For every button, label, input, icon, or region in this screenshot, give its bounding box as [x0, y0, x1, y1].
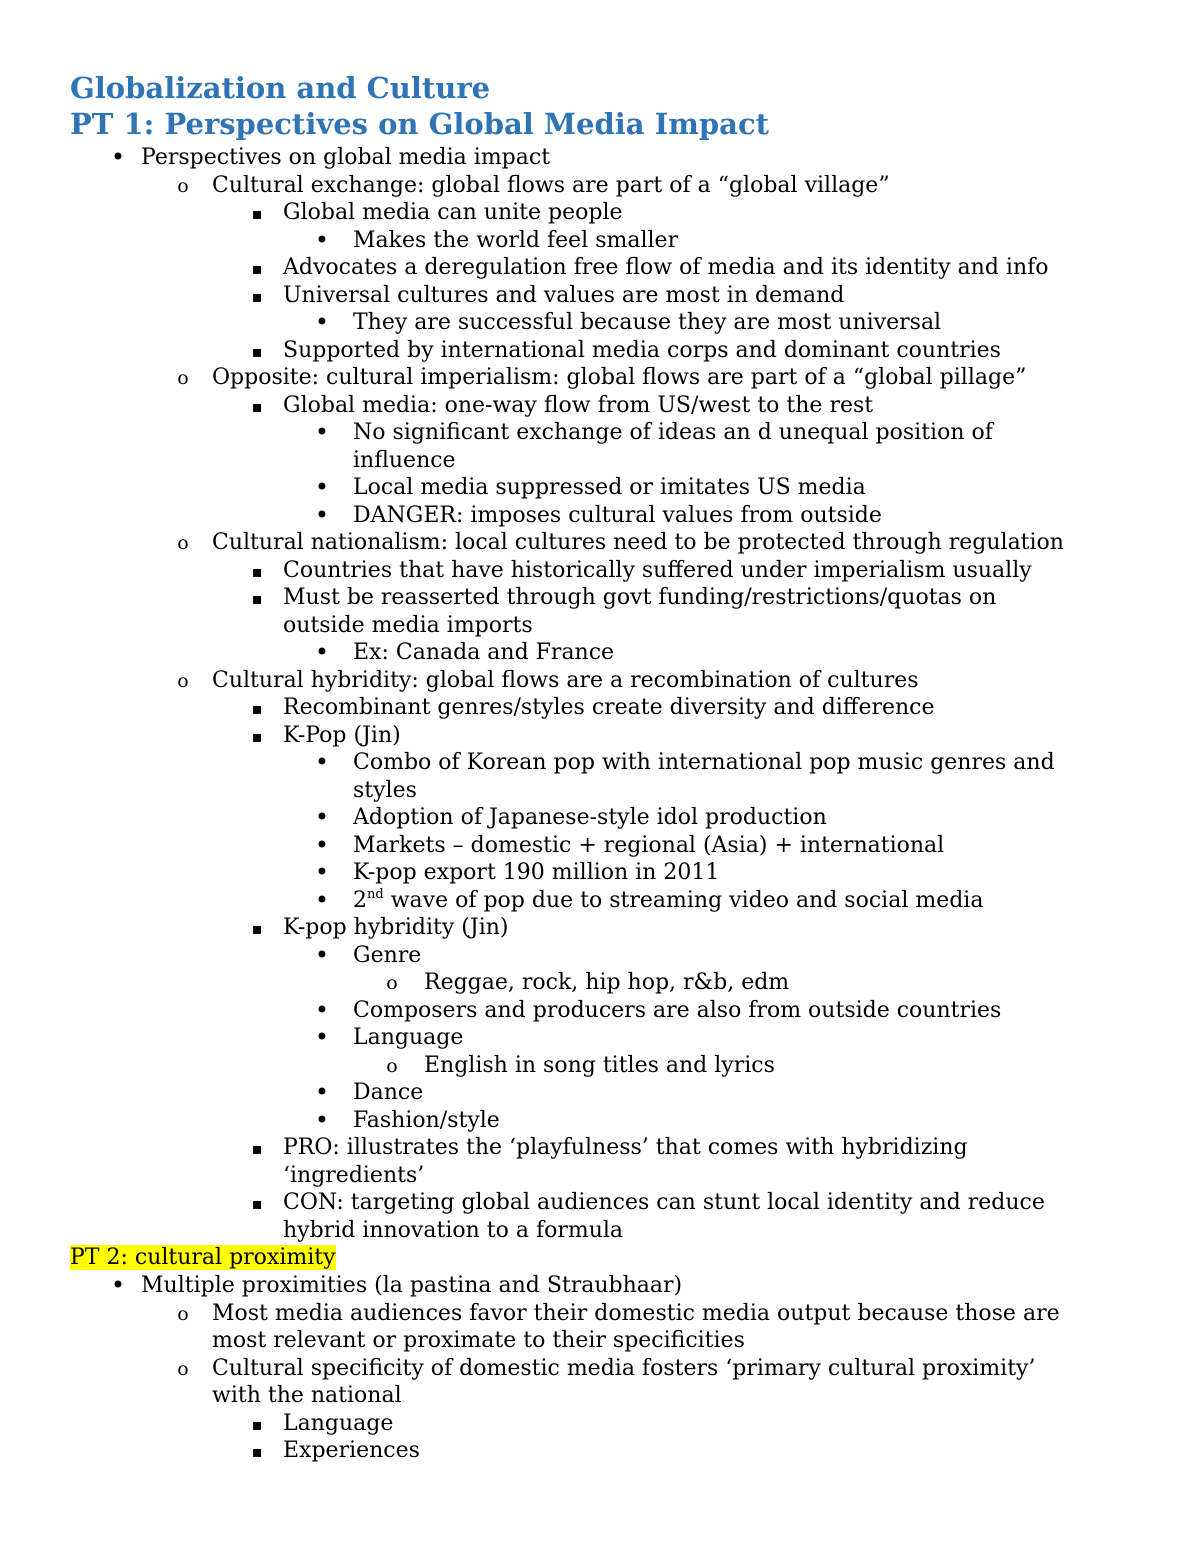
- list-item-text: Reggae, rock, hip hop, r&b, edm: [424, 970, 790, 995]
- disc-bullet-icon: [310, 309, 334, 338]
- list-item-text: outside media imports: [283, 612, 533, 638]
- square-bullet-icon: [245, 557, 269, 586]
- list-item: [70, 337, 1130, 365]
- list-item: [70, 309, 1130, 337]
- list-item-text: No significant exchange of ideas an d unequal position of: [353, 420, 993, 445]
- square-bullet-icon: [245, 722, 269, 751]
- superscript: nd: [367, 886, 384, 902]
- list-item: [70, 1272, 1130, 1300]
- disc-bullet-icon: [310, 474, 334, 503]
- list-item-text: ‘ingredients’: [283, 1162, 425, 1188]
- square-bullet-icon: [245, 584, 269, 613]
- list-item-text: Advocates a deregulation free flow of media and its identity and info: [283, 255, 1049, 280]
- list-item-text: Genre: [353, 942, 422, 968]
- list-item: [70, 1355, 1130, 1383]
- list-item-text: Most media audiences favor their domestic media output because those are: [212, 1300, 1060, 1326]
- list-item: [70, 1437, 1130, 1465]
- list-item: [70, 1107, 1130, 1135]
- list-item-text: Combo of Korean pop with international pop music genres and: [353, 750, 1055, 775]
- list-item: [70, 502, 1130, 530]
- list-item-text: Perspectives on global media impact: [141, 145, 551, 170]
- list-item-text: Local media suppressed or imitates US media: [353, 475, 866, 500]
- list-item-text: Global media: one-way flow from US/west to the rest: [283, 392, 874, 418]
- list-item: [70, 474, 1130, 502]
- list-item: [70, 1162, 1130, 1190]
- list-item: [70, 639, 1130, 667]
- list-item-text: Countries that have historically suffered under imperialism usually: [283, 557, 1032, 583]
- list-item: [70, 1300, 1130, 1328]
- list-item-text: K-pop export 190 million in 2011: [353, 860, 720, 885]
- disc-bullet-icon: [310, 859, 334, 888]
- list-item: [70, 144, 1130, 172]
- list-item-text: 2nd wave of pop due to streaming video and social media: [353, 886, 984, 913]
- list-item: [70, 282, 1130, 310]
- disc-bullet-icon: [310, 749, 334, 778]
- circle-bullet-icon: [171, 172, 195, 201]
- disc-bullet-icon: [106, 144, 130, 173]
- list-item: [70, 832, 1130, 860]
- disc-bullet-icon: [310, 419, 334, 448]
- list-item-text: CON: targeting global audiences can stunt local identity and reduce: [283, 1190, 1045, 1215]
- list-item-text: Recombinant genres/styles create diversity and difference: [283, 695, 935, 720]
- list-item-text: Global media can unite people: [283, 200, 623, 225]
- list-item-text: Cultural hybridity: global flows are a recombination of cultures: [212, 667, 919, 693]
- disc-bullet-icon: [310, 1024, 334, 1053]
- list-item-text: Cultural specificity of domestic media fosters ‘primary cultural proximity’: [212, 1355, 1036, 1381]
- disc-bullet-icon: [310, 1079, 334, 1108]
- list-item-text: Fashion/style: [353, 1107, 500, 1133]
- list-item: [70, 584, 1130, 612]
- circle-bullet-icon: [171, 667, 195, 696]
- list-item-text: Cultural nationalism: local cultures need to be protected through regulation: [212, 530, 1064, 555]
- list-item-text: influence: [353, 447, 456, 473]
- list-item-text: styles: [353, 777, 417, 803]
- square-bullet-icon: [245, 282, 269, 311]
- list-item-text: DANGER: imposes cultural values from outside: [353, 502, 882, 528]
- disc-bullet-icon: [310, 502, 334, 531]
- list-item-text: Language: [353, 1025, 464, 1050]
- list-item: [70, 1217, 1130, 1245]
- list-item: [70, 419, 1130, 447]
- list-item-text: Markets – domestic + regional (Asia) + international: [353, 832, 945, 858]
- list-item: [70, 859, 1130, 887]
- list-item-text: Must be reasserted through govt funding/restrictions/quotas on: [283, 585, 997, 610]
- list-item: [70, 529, 1130, 557]
- list-item: [70, 1079, 1130, 1107]
- list-item: [70, 667, 1130, 695]
- list-item-text: Supported by international media corps and dominant countries: [283, 337, 1001, 363]
- list-item: [70, 1024, 1130, 1052]
- list-item-text: K-Pop (Jin): [283, 722, 401, 748]
- circle-bullet-icon: [380, 1052, 404, 1081]
- list-item-text: Ex: Canada and France: [353, 640, 615, 665]
- list-item: [70, 172, 1130, 200]
- circle-bullet-icon: [171, 1300, 195, 1329]
- list-item-text: Experiences: [283, 1438, 420, 1463]
- disc-bullet-icon: [310, 997, 334, 1026]
- list-item: [70, 969, 1130, 997]
- list-item-text: Cultural exchange: global flows are part of a “global village”: [212, 172, 890, 198]
- square-bullet-icon: [245, 694, 269, 723]
- square-bullet-icon: [245, 254, 269, 283]
- list-item: [70, 1382, 1130, 1410]
- disc-bullet-icon: [310, 1107, 334, 1136]
- list-item: [70, 887, 1130, 915]
- disc-bullet-icon: [310, 227, 334, 256]
- list-item: [70, 557, 1130, 585]
- part2-outline: [70, 1272, 1130, 1465]
- part1-outline: [70, 144, 1130, 1244]
- disc-bullet-icon: [310, 887, 334, 916]
- list-item: [70, 364, 1130, 392]
- list-item-text: Adoption of Japanese-style idol production: [353, 805, 827, 830]
- disc-bullet-icon: [106, 1272, 130, 1301]
- list-item: [70, 392, 1130, 420]
- list-item-text: Language: [283, 1410, 394, 1436]
- square-bullet-icon: [245, 1134, 269, 1163]
- disc-bullet-icon: [310, 639, 334, 668]
- square-bullet-icon: [245, 914, 269, 943]
- list-item: [70, 612, 1130, 640]
- circle-bullet-icon: [380, 969, 404, 998]
- list-item: [70, 749, 1130, 777]
- square-bullet-icon: [245, 337, 269, 366]
- list-item-text: PRO: illustrates the ‘playfulness’ that comes with hybridizing: [283, 1135, 968, 1160]
- part2-heading-row: [70, 1244, 1130, 1272]
- list-item: [70, 914, 1130, 942]
- list-item: [70, 1327, 1130, 1355]
- list-item: [70, 227, 1130, 255]
- list-item-text: K-pop hybridity (Jin): [283, 915, 509, 940]
- list-item: [70, 942, 1130, 970]
- disc-bullet-icon: [310, 942, 334, 971]
- document-title: Globalization and Culture: [70, 71, 491, 105]
- list-item: [70, 694, 1130, 722]
- list-item: [70, 777, 1130, 805]
- list-item: [70, 722, 1130, 750]
- list-item-text: They are successful because they are most universal: [353, 310, 942, 335]
- square-bullet-icon: [245, 1189, 269, 1218]
- part1-heading: PT 1: Perspectives on Global Media Impact: [70, 107, 770, 141]
- list-item: [70, 804, 1130, 832]
- list-item-text: hybrid innovation to a formula: [283, 1217, 624, 1243]
- square-bullet-icon: [245, 199, 269, 228]
- list-item: [70, 1410, 1130, 1438]
- list-item-text: Dance: [353, 1080, 424, 1105]
- list-item: [70, 997, 1130, 1025]
- circle-bullet-icon: [171, 364, 195, 393]
- disc-bullet-icon: [310, 804, 334, 833]
- list-item: [70, 1189, 1130, 1217]
- square-bullet-icon: [245, 1410, 269, 1439]
- list-item: [70, 447, 1130, 475]
- list-item-text: Universal cultures and values are most in demand: [283, 282, 845, 308]
- part2-heading: PT 2: cultural proximity: [70, 1245, 336, 1270]
- disc-bullet-icon: [310, 832, 334, 861]
- list-item-text: Opposite: cultural imperialism: global flows are part of a “global pillage”: [212, 365, 1027, 390]
- circle-bullet-icon: [171, 529, 195, 558]
- list-item: [70, 1052, 1130, 1080]
- list-item-text: Composers and producers are also from outside countries: [353, 997, 1002, 1023]
- list-item-text: English in song titles and lyrics: [424, 1052, 775, 1078]
- list-item: [70, 199, 1130, 227]
- list-item-text: Multiple proximities (la pastina and Straubhaar): [141, 1273, 683, 1298]
- list-item-text: most relevant or proximate to their specificities: [212, 1328, 745, 1353]
- list-item: [70, 254, 1130, 282]
- circle-bullet-icon: [171, 1355, 195, 1384]
- list-item: [70, 1134, 1130, 1162]
- square-bullet-icon: [245, 392, 269, 421]
- square-bullet-icon: [245, 1437, 269, 1466]
- list-item-text: Makes the world feel smaller: [353, 227, 679, 253]
- list-item-text: with the national: [212, 1383, 402, 1408]
